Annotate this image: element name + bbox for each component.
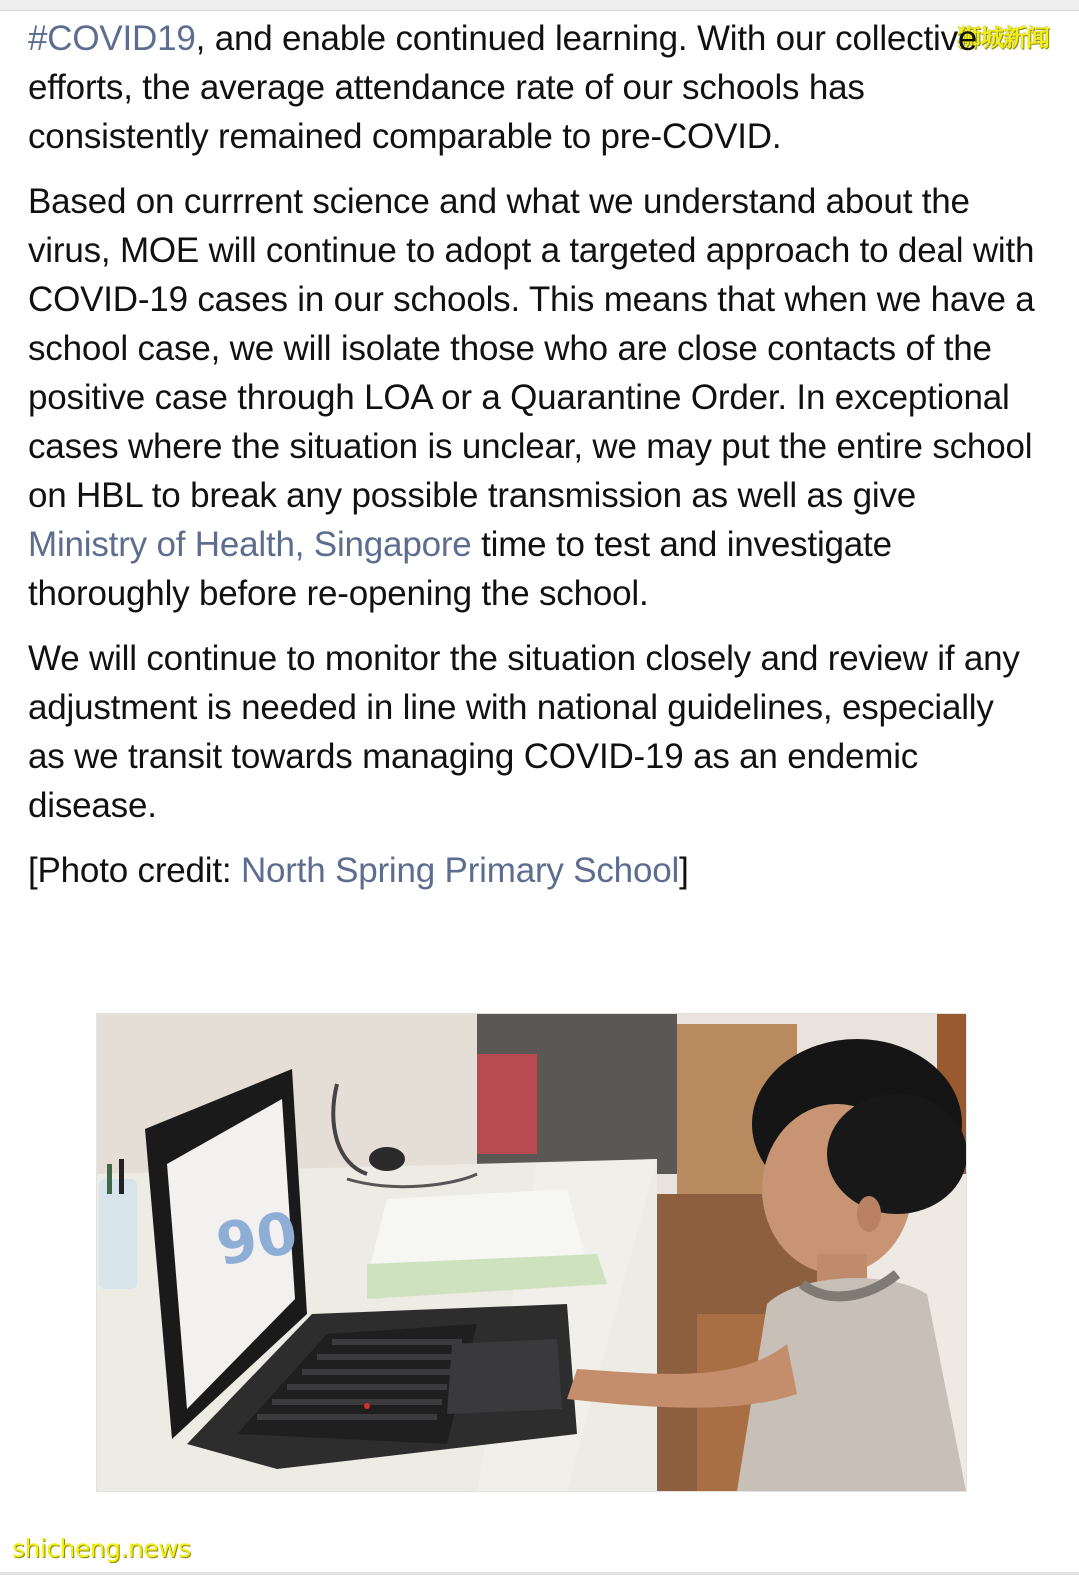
svg-text:90: 90 bbox=[211, 1198, 303, 1280]
photo-credit-suffix: ] bbox=[679, 851, 689, 890]
paragraph-text: We will continue to monitor the situation closely and review if any adjustment is needed in line with national guidelines, especially as we transit towards managing COVID-19 as an endemic disease. bbox=[28, 639, 1020, 825]
divider-line bbox=[0, 1572, 1079, 1575]
paragraph-text: time to test and investigate thoroughly before re-opening the school. bbox=[28, 525, 892, 613]
hashtag-link-covid19[interactable]: #COVID19 bbox=[28, 19, 196, 58]
photo-credit-prefix: [Photo credit: bbox=[28, 851, 241, 890]
top-bar bbox=[0, 0, 1079, 11]
post-photo[interactable] bbox=[96, 1013, 967, 1492]
mention-link-north-spring-primary[interactable]: North Spring Primary School bbox=[240, 851, 680, 890]
paragraph-1 bbox=[28, 14, 1038, 161]
post-body bbox=[28, 14, 1038, 911]
photo-credit bbox=[28, 846, 1038, 895]
watermark-site-url: shicheng.news bbox=[12, 1534, 191, 1563]
paragraph-2 bbox=[28, 177, 1038, 618]
photo-illustration bbox=[97, 1014, 966, 1491]
watermark-logo-top: 狮城新闻 bbox=[957, 24, 1049, 52]
paragraph-3 bbox=[28, 634, 1038, 830]
paragraph-text: , and enable continued learning. With our collective efforts, the average attendance rate of our schools has consistently remained comparable to pre-COVID. bbox=[28, 19, 978, 156]
paragraph-text: Based on currrent science and what we understand about the virus, MOE will continue to adopt a targeted approach to deal with COVID-19 cases in our schools. This means that when we have a school case, we will isolate those who are close contacts of the positive case through LOA or a Quarantine Order. In exceptional cases where the situation is unclear, we may put the entire school on HBL to break any possible transmission as well as give bbox=[28, 182, 1035, 515]
mention-link-moh[interactable]: Ministry of Health, Singapore bbox=[28, 525, 472, 564]
